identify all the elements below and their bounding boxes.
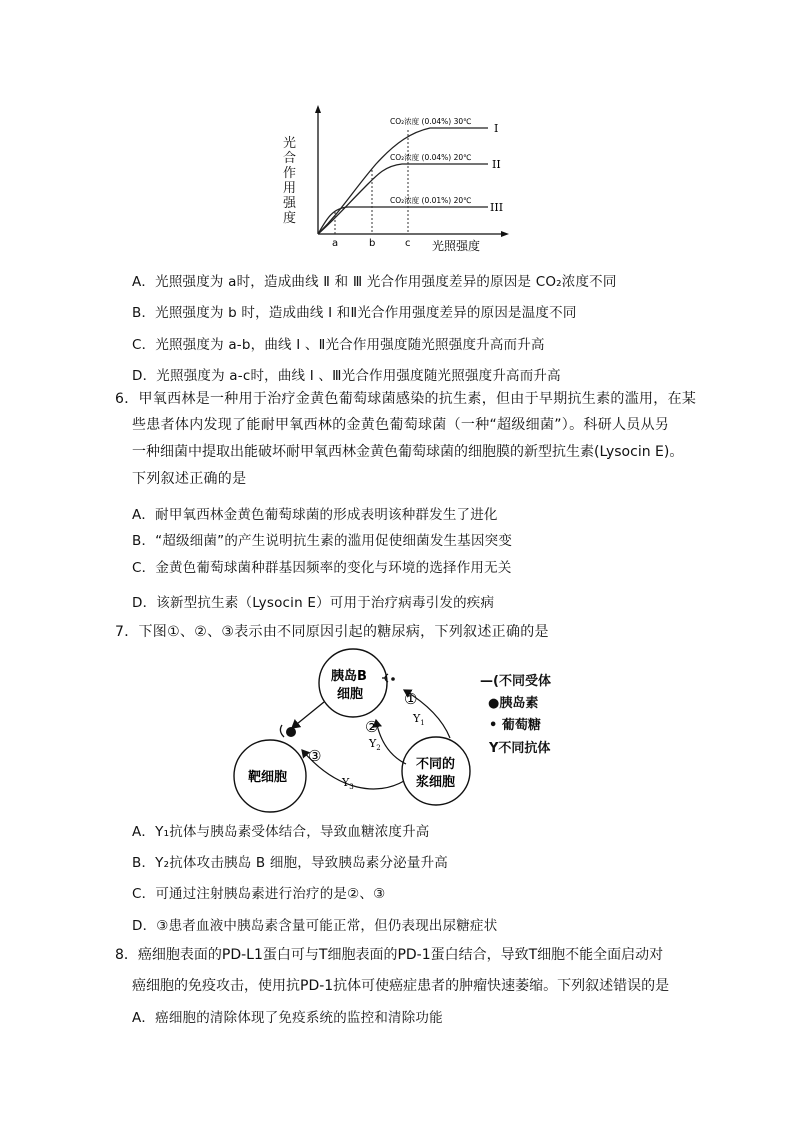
target-cell-label: 靶细胞 [248,770,288,785]
curve-III [318,207,488,234]
y2-arrow [376,720,406,764]
q6-option-a: A．耐甲氧西林金黄色葡萄球菌的形成表明该种群发生了进化 [132,507,498,523]
glucose-dot-icon [391,677,395,681]
series-III-label: CO₂浓度 (0.01%) 20℃ [390,196,472,205]
q8-option-a: A．癌细胞的清除体现了免疫系统的监控和清除功能 [132,1010,443,1026]
plasma-cell-label-2: 浆细胞 [416,775,456,790]
legend-antibody: Y不同抗体 [489,741,551,756]
q6-option-b: B．“超级细菌”的产生说明抗生素的滥用促使细菌发生基因突变 [132,533,513,549]
q6-stem-line4: 下列叙述正确的是 [132,471,247,487]
q8-stem-line1: 8．癌细胞表面的PD-L1蛋白可与T细胞表面的PD-1蛋白结合，导致T细胞不能全面启动对 [115,947,664,963]
insulin-arrow [292,702,324,728]
q6-stem-line2: 些患者体内发现了能耐甲氧西林的金黄色葡萄球菌（一种“超级细菌”）。科研人员从另 [132,417,670,433]
y-axis-label: 光合作用强度 [283,136,297,226]
islet-cell-label-2: 细胞 [337,687,364,702]
q7-option-d: D．③患者血液中胰岛素含量可能正常，但仍表现出尿糖症状 [132,918,498,934]
circle-1-label: ① [404,690,418,708]
q6-option-d: D．该新型抗生素（Lysocin E）可用于治疗病毒引发的疾病 [132,595,495,611]
q8-stem-line2: 癌细胞的免疫攻击，使用抗PD-1抗体可使癌症患者的肿瘤快速萎缩。下列叙述错误的是 [132,978,670,994]
q6-stem-line3: 一种细菌中提取出能破坏耐甲氧西林金黄色葡萄球菌的细胞膜的新型抗生素(Lysocin E)。 [132,444,684,460]
series-II-label: CO₂浓度 (0.04%) 20℃ [390,153,472,162]
y3-label: $Y_3$ [342,776,354,791]
q6-stem-line1: 6．甲氧西林是一种用于治疗金黄色葡萄球菌感染的抗生素，但由于早期抗生素的滥用，在某 [115,391,697,407]
x-axis-label: 光照强度 [432,239,481,253]
x-tick-c: c [405,238,411,249]
q5-option-c: C．光照强度为 a-b，曲线 I 、Ⅱ光合作用强度随光照强度升高而升高 [132,337,545,353]
circle-2-label: ② [365,718,379,736]
x-axis-arrow [501,231,509,237]
q7-option-b: B．Y₂抗体攻击胰岛 B 细胞，导致胰岛素分泌量升高 [132,855,448,871]
legend-glucose: • 葡萄糖 [489,718,541,733]
q7-option-c: C．可通过注射胰岛素进行治疗的是②、③ [132,886,386,902]
q5-option-a: A．光照强度为 a时，造成曲线 Ⅱ 和 Ⅲ 光合作用强度差异的原因是 CO₂浓度不同 [132,274,617,290]
q5-option-b: B．光照强度为 b 时，造成曲线 I 和Ⅱ光合作用强度差异的原因是温度不同 [132,305,577,321]
q6-option-c: C．金黄色葡萄球菌种群基因频率的变化与环境的选择作用无关 [132,560,512,576]
plasma-cell-label-1: 不同的 [416,757,456,772]
insulin-dot-icon [286,727,296,737]
series-II-name: II [492,158,501,171]
series-I-name: I [494,122,499,135]
legend-receptor: —(不同受体 [480,674,551,689]
q7-option-a: A．Y₁抗体与胰岛素受体结合，导致血糖浓度升高 [132,824,430,840]
q7-stem: 7．下图①、②、③表示由不同原因引起的糖尿病，下列叙述正确的是 [115,624,549,640]
y-axis-arrow [315,105,321,113]
series-I-label: CO₂浓度 (0.04%) 30℃ [390,117,472,126]
x-tick-b: b [369,238,376,249]
curve-I [318,128,488,234]
y1-label: $Y_1$ [413,712,425,727]
series-III-name: III [490,201,504,214]
y2-label: $Y_2$ [369,737,381,752]
q5-option-d: D．光照强度为 a-c时，曲线 I 、Ⅲ光合作用强度随光照强度升高而升高 [132,368,561,384]
islet-cell-label-1: 胰岛B [331,669,367,684]
target-receptor-icon [280,725,284,737]
circle-3-label: ③ [308,747,322,765]
legend-insulin: ●胰岛素 [488,696,539,711]
x-tick-a: a [332,238,339,249]
photosynthesis-chart [272,100,512,260]
